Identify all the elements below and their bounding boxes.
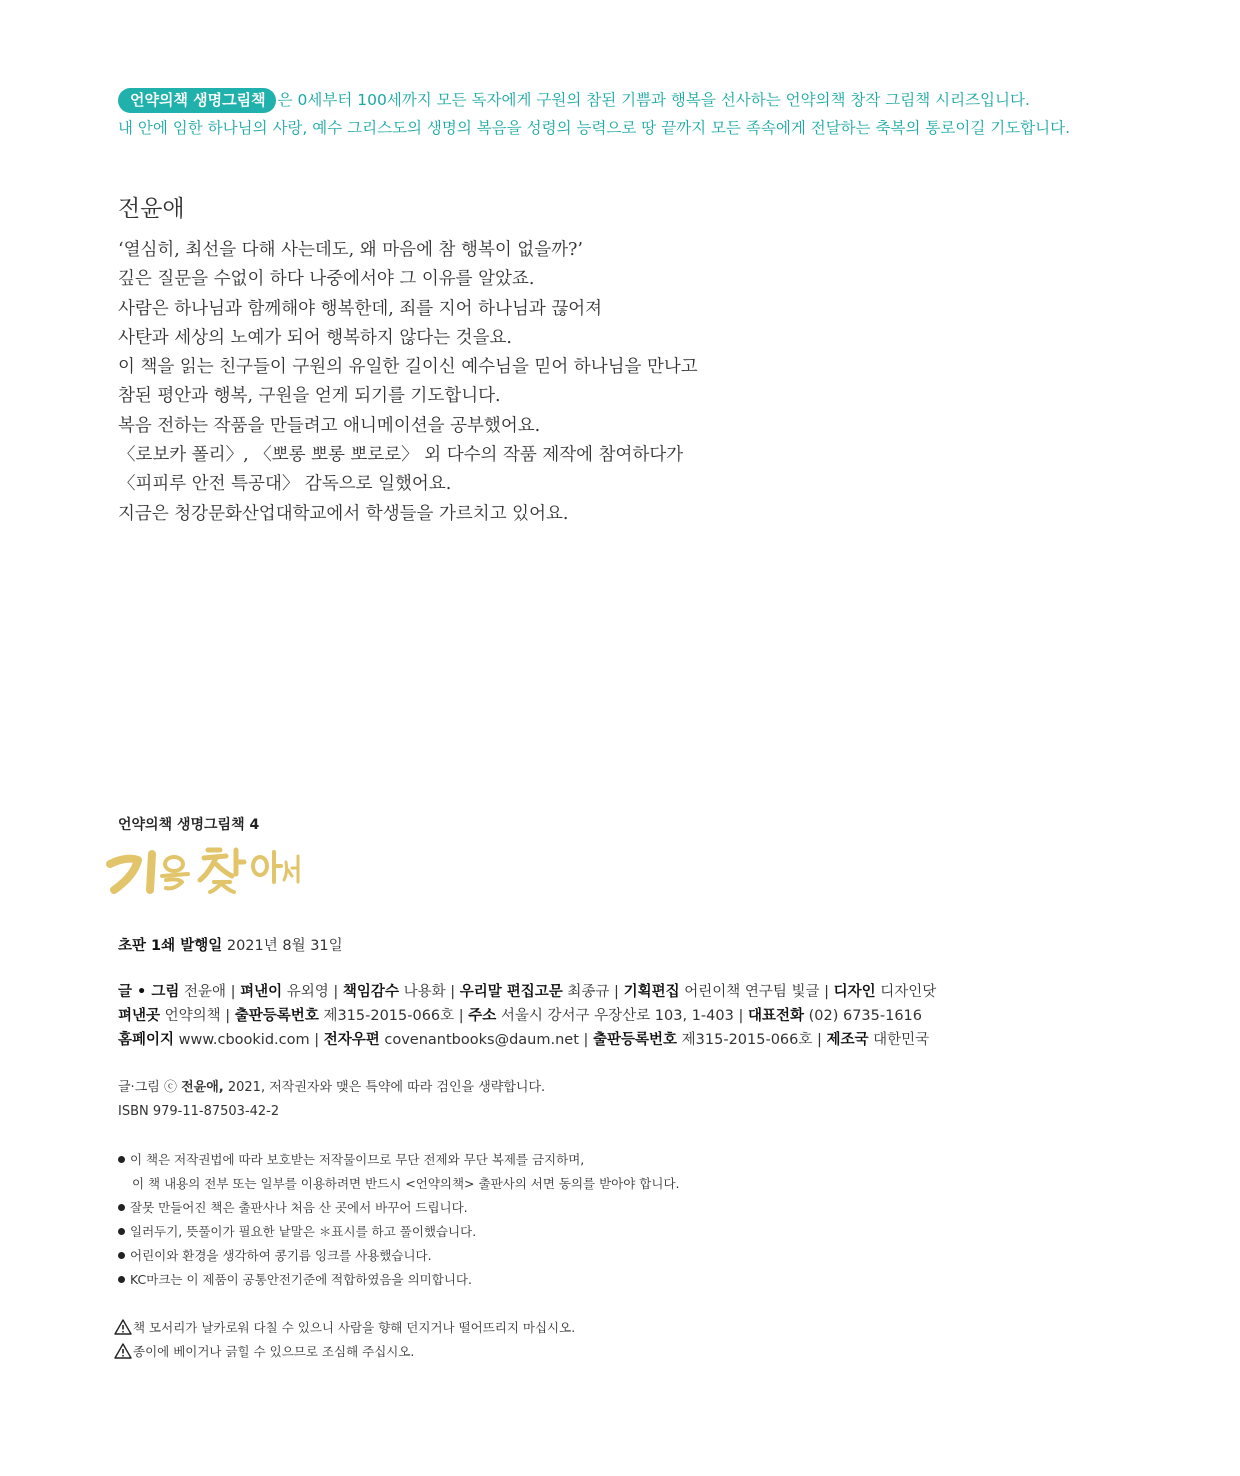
- isbn: ISBN 979-11-87503-42-2: [118, 1104, 280, 1119]
- warning-text: 종이에 베이거나 긁힐 수 있으므로 조심해 주십시오.: [133, 1344, 415, 1359]
- author-name: 전윤애: [118, 196, 185, 222]
- credits-row: [118, 980, 1218, 1004]
- credit-label: 기획편집: [623, 984, 680, 1000]
- bio-line: 이 책을 읽는 친구들이 구원의 유일한 길이신 예수님을 믿어 하나님을 만나고: [118, 357, 698, 378]
- separator: |: [578, 1032, 593, 1048]
- separator: |: [819, 984, 834, 1000]
- credit-label: 출판등록번호: [234, 1008, 319, 1024]
- warnings-list: [114, 1316, 575, 1364]
- separator: |: [733, 1008, 748, 1024]
- credits-row: [118, 1028, 1218, 1052]
- credit-value: (02) 6735-1616: [808, 1008, 923, 1024]
- note-item: [118, 1220, 680, 1244]
- credit-value: 유외영: [286, 984, 329, 1000]
- separator: |: [220, 1008, 235, 1024]
- author-bio: [118, 236, 1018, 529]
- credit-value: 제315-2015-066호: [681, 1032, 813, 1048]
- note-item: [118, 1172, 680, 1196]
- bio-line: 참된 평안과 행복, 구원을 얻게 되기를 기도합니다.: [118, 386, 501, 407]
- credit-label: 제조국: [826, 1032, 869, 1048]
- note-item: [118, 1148, 680, 1172]
- copyright-prefix: 글·그림 ⓒ: [118, 1080, 177, 1095]
- bio-line: 사탄과 세상의 노예가 되어 행복하지 않다는 것을요.: [118, 327, 512, 348]
- pub-date-label: 초판 1쇄 발행일: [118, 938, 223, 954]
- credit-value: 나용화: [403, 984, 446, 1000]
- pub-date-value: 2021년 8월 31일: [226, 938, 343, 954]
- book-title-logo: [104, 840, 304, 896]
- credit-label: 출판등록번호: [593, 1032, 678, 1048]
- credits: [118, 980, 1218, 1052]
- note-item: [118, 1244, 680, 1268]
- series-intro: [118, 86, 1228, 142]
- warning-icon: [114, 1343, 132, 1359]
- bullet-icon: [118, 1276, 125, 1283]
- note-text: KC마크는 이 제품이 공통안전기준에 적합하였음을 의미합니다.: [130, 1272, 472, 1287]
- separator: |: [226, 984, 241, 1000]
- bio-line: 사람은 하나님과 함께해야 행복한데, 죄를 지어 하나님과 끊어져: [118, 298, 603, 319]
- note-item: [118, 1196, 680, 1220]
- warning-text: 책 모서리가 날카로워 다칠 수 있으니 사람을 향해 던지거나 떨어뜨리지 마십시오.: [133, 1320, 576, 1335]
- warning-icon: [114, 1319, 132, 1335]
- credit-label: 전자우편: [323, 1032, 380, 1048]
- credit-value: 제315-2015-066호: [323, 1008, 455, 1024]
- bio-line: 지금은 청강문화산업대학교에서 학생들을 가르치고 있어요.: [118, 503, 569, 524]
- note-text: 잘못 만들어진 책은 출판사나 처음 산 곳에서 바꾸어 드립니다.: [130, 1200, 468, 1215]
- separator: |: [812, 1032, 827, 1048]
- copyright-holder: 전윤애,: [181, 1080, 224, 1095]
- notes-list: [118, 1148, 680, 1292]
- separator: |: [328, 984, 343, 1000]
- bullet-icon: [118, 1204, 125, 1211]
- copyright-line: [118, 1076, 545, 1100]
- note-item: [118, 1268, 680, 1292]
- note-text: 어린이와 환경을 생각하여 콩기름 잉크를 사용했습니다.: [130, 1248, 432, 1263]
- bio-line: ‘열심히, 최선을 다해 사는데도, 왜 마음에 참 행복이 없을까?’: [118, 240, 583, 260]
- bio-line: 〈피피루 안전 특공대〉 감독으로 일했어요.: [118, 474, 452, 495]
- credit-label: 글 • 그림: [118, 984, 180, 1000]
- series-badge: 언약의책 생명그림책: [118, 88, 276, 113]
- bullet-icon: [118, 1156, 125, 1163]
- bullet-icon: [118, 1228, 125, 1235]
- credit-value: 전윤애: [184, 984, 227, 1000]
- bio-line: 깊은 질문을 수없이 하다 나중에서야 그 이유를 알았죠.: [118, 269, 535, 290]
- credit-label: 펴낸곳: [118, 1008, 161, 1024]
- credit-value: 대한민국: [873, 1032, 930, 1048]
- credit-value: 최종규: [567, 984, 610, 1000]
- note-text: 이 책은 저작권법에 따라 보호받는 저작물이므로 무단 전제와 무단 복제를 금지하며,: [130, 1152, 585, 1167]
- copyright-text: 2021, 저작권자와 맺은 특약에 따라 검인을 생략합니다.: [227, 1080, 546, 1095]
- bio-line: 복음 전하는 작품을 만들려고 애니메이션을 공부했어요.: [118, 415, 541, 436]
- credit-label: 책임감수: [342, 984, 399, 1000]
- bio-line: 〈로보카 폴리〉, 〈뽀롱 뽀롱 뽀로로〉 외 다수의 작품 제작에 참여하다가: [118, 445, 684, 466]
- note-text: 일러두기, 뜻풀이가 필요한 낱말은 ＊표시를 하고 풀이했습니다.: [130, 1224, 477, 1239]
- series-intro-line-1: [118, 86, 1228, 114]
- note-text: 이 책 내용의 전부 또는 일부를 이용하려면 반드시 <언약의책> 출판사의 서면 동의를 받아야 합니다.: [132, 1176, 680, 1191]
- pub-date: [118, 934, 343, 955]
- warning-item: [114, 1340, 575, 1364]
- warning-item: [114, 1316, 575, 1340]
- credits-row: [118, 1004, 1218, 1028]
- separator: |: [309, 1032, 324, 1048]
- credit-label: 펴낸이: [240, 984, 283, 1000]
- separator: |: [609, 984, 624, 1000]
- credit-value: www.cbookid.com: [178, 1032, 310, 1048]
- credit-label: 홈페이지: [118, 1032, 175, 1048]
- series-intro-text-1: 은 0세부터 100세까지 모든 독자에게 구원의 참된 기쁨과 행복을 선사하는 언약의책 창작 그림책 시리즈입니다.: [277, 91, 1030, 109]
- credit-label: 디자인: [833, 984, 876, 1000]
- credit-value: 어린이책 연구팀 빛글: [684, 984, 820, 1000]
- credit-label: 대표전화: [747, 1008, 804, 1024]
- series-intro-line-2: 내 안에 임한 하나님의 사랑, 예수 그리스도의 생명의 복음을 성령의 능력으로 땅 끝까지 모든 족속에게 전달하는 축복의 통로이길 기도합니다.: [118, 119, 1071, 137]
- separator: |: [454, 1008, 469, 1024]
- bullet-icon: [118, 1252, 125, 1259]
- series-label: 언약의책 생명그림책 4: [118, 817, 260, 833]
- credit-value: 언약의책: [164, 1008, 221, 1024]
- credit-value: covenantbooks@daum.net: [384, 1032, 579, 1048]
- credit-value: 디자인닷: [880, 984, 937, 1000]
- credit-value: 서울시 강서구 우장산로 103, 1-403: [500, 1008, 734, 1024]
- copyright: [118, 1076, 545, 1124]
- credit-label: 주소: [468, 1008, 497, 1024]
- separator: |: [445, 984, 460, 1000]
- credit-label: 우리말 편집고문: [459, 984, 563, 1000]
